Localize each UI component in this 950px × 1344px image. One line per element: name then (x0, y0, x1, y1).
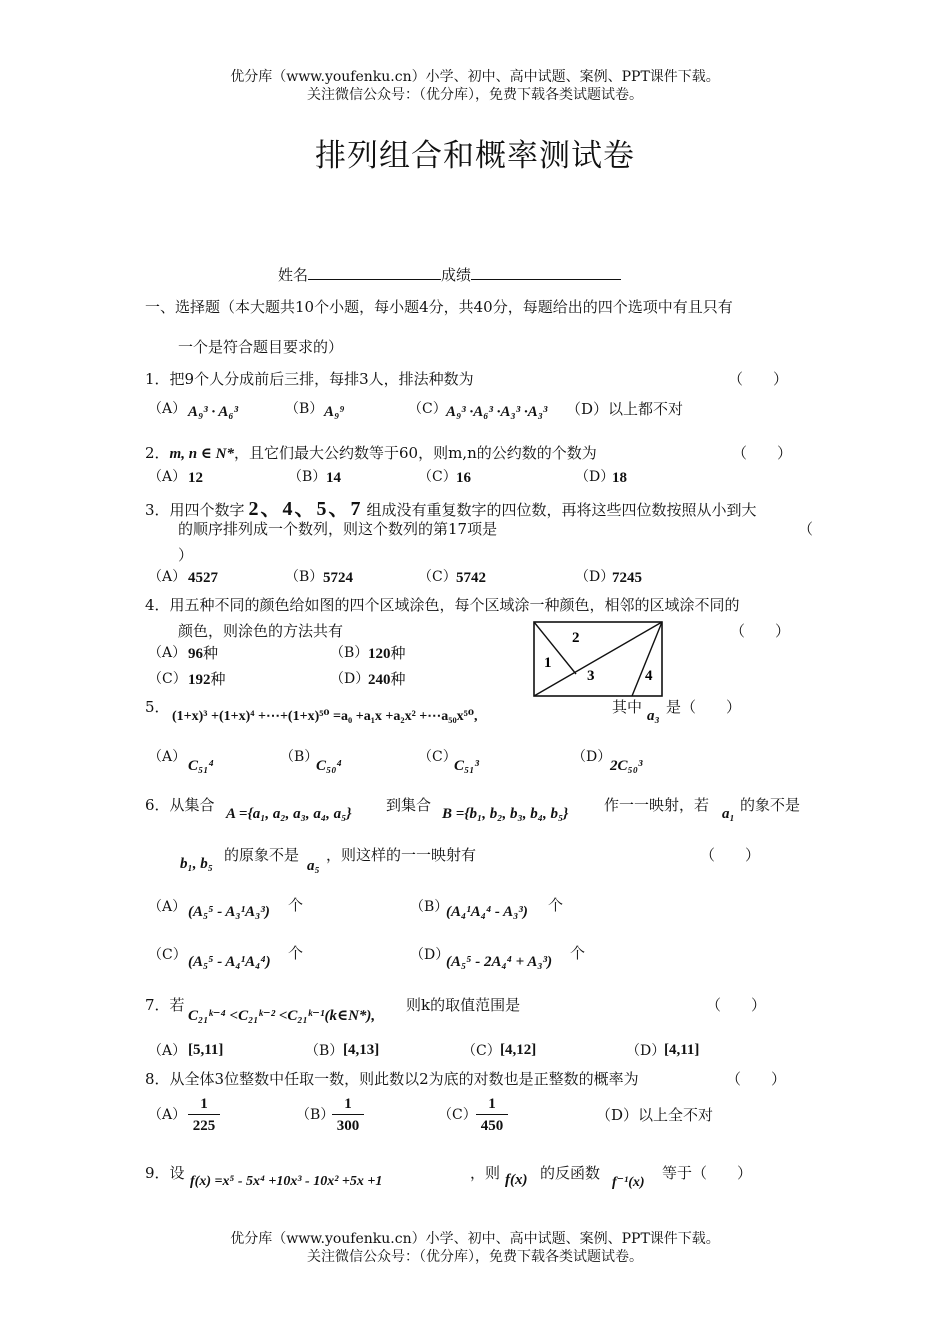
q9-pre: 9．设 (145, 1164, 185, 1182)
q4-option-b-value: 120 (368, 646, 391, 662)
header-line-1: 优分库（www.youfenku.cn）小学、初中、高中试题、案例、PPT课件下载。 (230, 69, 720, 85)
q5-mid: 其中 (612, 698, 643, 716)
q2-option-b: 14 (326, 470, 341, 486)
q4-region-figure (530, 618, 670, 700)
q4-option-d-value: 240 (368, 672, 391, 688)
score-label: 成绩 (441, 266, 472, 284)
q7-option-a: [5,11] (188, 1042, 224, 1058)
footer-line-2: 关注微信公众号：（优分库），免费下载各类试题试卷。 (307, 1249, 643, 1265)
q3-stem-line-1 (145, 492, 757, 521)
q1-stem: 1．把9个人分成前后三排，每排3人，排法种数为 (145, 370, 474, 388)
q7-option-d: [4,11] (664, 1042, 700, 1058)
q6-a1: a₁ (722, 806, 735, 822)
q2-option-d-label: （D） (575, 469, 615, 485)
name-label: 姓名 (278, 266, 309, 284)
q6-line2: 的原象不是 (224, 846, 300, 864)
q2-text: ，且它们最大公约数等于60，则m,n的公约数的个数为 (234, 444, 597, 462)
q2-number: 2． (145, 444, 170, 462)
q8-option-b-num: 1 (332, 1094, 364, 1115)
q2-condition: m, n ∈ N* (169, 446, 234, 462)
q1-option-c: A₉³ ·A₆³ ·A₃³ ·A₃³ (446, 404, 548, 420)
q5-number: 5． (145, 698, 170, 716)
q6-option-b-label: （B） (410, 899, 449, 915)
q6-line2b: ，则这样的一一映射有 (326, 846, 477, 864)
q4-option-c (188, 668, 226, 689)
q6-option-a-label: （A） (148, 899, 187, 915)
q6-tail: 的象不是 (740, 796, 801, 814)
header-line-2: 关注微信公众号：（优分库），免费下载各类试题试卷。 (307, 87, 643, 103)
q3-option-c-label: （C） (418, 569, 457, 585)
q4-option-d (368, 668, 406, 689)
q2-option-d: 18 (612, 470, 627, 486)
q5-option-a: C₅₁⁴ (188, 758, 214, 774)
q5-option-b-label: （B） (280, 749, 319, 765)
q8-option-b-fraction (332, 1094, 364, 1137)
q7-option-c: [4,12] (500, 1042, 537, 1058)
q5-option-b: C₅₀⁴ (316, 758, 342, 774)
q7-expression: C₂₁ᵏ⁻⁴ <C₂₁ᵏ⁻² <C₂₁ᵏ⁻¹(k∈N*), (188, 1008, 376, 1024)
q7-option-b: [4,13] (343, 1042, 380, 1058)
q6-answer-paren: （ ） (700, 846, 761, 864)
q4-option-d-label: （D） (330, 671, 370, 687)
q6-option-a: (A₅⁵ - A₃¹A₃³) (188, 904, 270, 920)
q5-option-c: C₅₁³ (454, 758, 479, 774)
q4-option-b-unit: 种 (390, 644, 406, 662)
q8-option-c-num: 1 (476, 1094, 508, 1115)
q8-option-b-den: 300 (336, 1118, 360, 1134)
section-heading-cont: 一个是符合题目要求的） (178, 338, 344, 356)
q4-option-a-value: 96 (188, 646, 203, 662)
q6-mid: 作一一映射，若 (604, 796, 710, 814)
q1-option-a: A₉³ · A₆³ (188, 404, 239, 420)
q2-option-a: 12 (188, 470, 203, 486)
q1-option-d: （D）以上都不对 (566, 400, 684, 418)
q9-finv: f⁻¹(x) (612, 1175, 645, 1190)
q6-option-a-unit: 个 (288, 896, 304, 914)
q3-option-d: 7245 (612, 570, 642, 586)
q3-digits: 2、4、5、7 (248, 498, 363, 520)
q5-option-a-label: （A） (148, 749, 187, 765)
q6-to: 到集合 (386, 796, 432, 814)
q3-option-d-label: （D） (575, 569, 615, 585)
figure-line-a (534, 622, 576, 674)
q5-expression: (1+x)³ +(1+x)⁴ +⋯+(1+x)⁵⁰ =a₀ +a₁x +a₂x² +⋯a₅₀x⁵⁰, (172, 709, 478, 724)
q8-option-a-fraction (188, 1094, 220, 1137)
q2-option-c-label: （C） (418, 469, 457, 485)
q6-pre: 6．从集合 (145, 796, 215, 814)
q8-option-a-label: （A） (148, 1107, 187, 1123)
q3-option-c: 5742 (456, 570, 486, 586)
q4-stem-line-2: 颜色，则涂色的方法共有 (178, 622, 344, 640)
q9-mid2: 的反函数 (540, 1164, 601, 1182)
student-info (278, 264, 621, 285)
q4-option-a (188, 642, 218, 663)
q4-option-c-value: 192 (188, 672, 211, 688)
q8-option-b-label: （B） (296, 1107, 335, 1123)
q7-option-a-label: （A） (148, 1043, 187, 1059)
q4-option-c-label: （C） (148, 671, 187, 687)
q6-option-c-unit: 个 (288, 944, 304, 962)
q8-option-c-den: 450 (480, 1118, 504, 1134)
q3-paren-open: （ (798, 520, 814, 538)
q5-var: a₃ (647, 708, 660, 724)
q1-option-b-label: （B） (285, 401, 324, 417)
q2-option-c: 16 (456, 470, 471, 486)
q4-stem-line-1: 4．用五种不同的颜色给如图的四个区域涂色，每个区域涂一种颜色，相邻的区域涂不同的 (145, 596, 740, 614)
q4-answer-paren: （ ） (730, 622, 791, 640)
q9-fx: f(x) (505, 1172, 528, 1188)
q2-option-a-label: （A） (148, 469, 187, 485)
q6-b15: b₁, b₅ (180, 856, 213, 872)
q6-option-c-label: （C） (148, 947, 187, 963)
q2-answer-paren: （ ） (732, 444, 793, 462)
q7-pre: 7．若 (145, 996, 185, 1014)
q8-option-c-label: （C） (438, 1107, 477, 1123)
figure-diagonal (534, 622, 662, 696)
score-blank (471, 265, 621, 280)
q1-answer-paren: （ ） (728, 370, 789, 388)
q8-option-a-num: 1 (188, 1094, 220, 1115)
q3-option-a: 4527 (188, 570, 218, 586)
q4-option-a-unit: 种 (203, 644, 219, 662)
q6-a5: a₅ (307, 858, 320, 874)
region-label-4: 4 (645, 668, 653, 684)
q3-stem-line-2: 的顺序排列成一个数列，则这个数列的第17项是 (178, 520, 498, 538)
q6-option-d: (A₅⁵ - 2A₄⁴ + A₃³) (446, 954, 553, 970)
q7-option-c-label: （C） (462, 1043, 501, 1059)
q8-option-a-den: 225 (192, 1118, 216, 1134)
q6-option-c: (A₅⁵ - A₄¹A₄⁴) (188, 954, 271, 970)
q5-option-d: 2C₅₀³ (610, 758, 643, 774)
q6-option-b-unit: 个 (548, 896, 564, 914)
q3-option-b-label: （B） (285, 569, 324, 585)
name-blank (308, 265, 441, 280)
q4-option-b (368, 642, 406, 663)
q1-option-a-label: （A） (148, 401, 187, 417)
section-heading: 一、选择题（本大题共10个小题，每小题4分，共40分，每题给出的四个选项中有且只有 (145, 298, 733, 316)
region-label-3: 3 (587, 668, 595, 684)
footer-line-1: 优分库（www.youfenku.cn）小学、初中、高中试题、案例、PPT课件下载。 (230, 1231, 720, 1247)
q3-option-b: 5724 (323, 570, 353, 586)
q8-option-d: （D）以上全不对 (596, 1106, 714, 1124)
q7-option-d-label: （D） (626, 1043, 666, 1059)
q7-answer-paren: （ ） (706, 996, 767, 1014)
q3-paren-close: ） (178, 546, 194, 564)
q6-set-b: B ={b₁, b₂, b₃, b₄, b₅} (442, 806, 569, 822)
q8-answer-paren: （ ） (726, 1070, 787, 1088)
q4-option-c-unit: 种 (210, 670, 226, 688)
q1-option-c-label: （C） (408, 401, 447, 417)
q4-option-b-label: （B） (330, 645, 369, 661)
q2-option-b-label: （B） (288, 469, 327, 485)
q9-tail: 等于（ ） (662, 1164, 753, 1182)
q1-option-b: A₉⁹ (324, 404, 345, 420)
q3-text-post: 组成没有重复数字的四位数，再将这些四位数按照从小到大 (366, 501, 757, 519)
q5-option-c-label: （C） (418, 749, 457, 765)
q8-stem: 8．从全体3位整数中任取一数，则此数以2为底的对数也是正整数的概率为 (145, 1070, 639, 1088)
q6-option-d-label: （D） (410, 947, 450, 963)
q4-option-d-unit: 种 (390, 670, 406, 688)
q3-option-a-label: （A） (148, 569, 187, 585)
q9-expression: f(x) =x⁵ - 5x⁴ +10x³ - 10x² +5x +1 (190, 1174, 383, 1189)
page-title: 排列组合和概率测试卷 (315, 138, 635, 174)
q2-stem (145, 442, 597, 463)
q6-set-a: A ={a₁, a₂, a₃, a₄, a₅} (226, 806, 352, 822)
q7-tail: 则k的取值范围是 (406, 996, 521, 1014)
q5-option-d-label: （D） (572, 749, 612, 765)
q3-text-pre: 3．用四个数字 (145, 501, 245, 519)
q9-mid: ，则 (470, 1164, 501, 1182)
q6-option-b: (A₄¹A₄⁴ - A₃³) (446, 904, 528, 920)
q8-option-c-fraction (476, 1094, 508, 1137)
region-label-1: 1 (544, 655, 552, 671)
figure-line-b (632, 622, 662, 696)
region-label-2: 2 (572, 630, 580, 646)
q4-option-a-label: （A） (148, 645, 187, 661)
q5-tail: 是（ ） (666, 698, 742, 716)
q6-option-d-unit: 个 (570, 944, 586, 962)
q7-option-b-label: （B） (305, 1043, 344, 1059)
